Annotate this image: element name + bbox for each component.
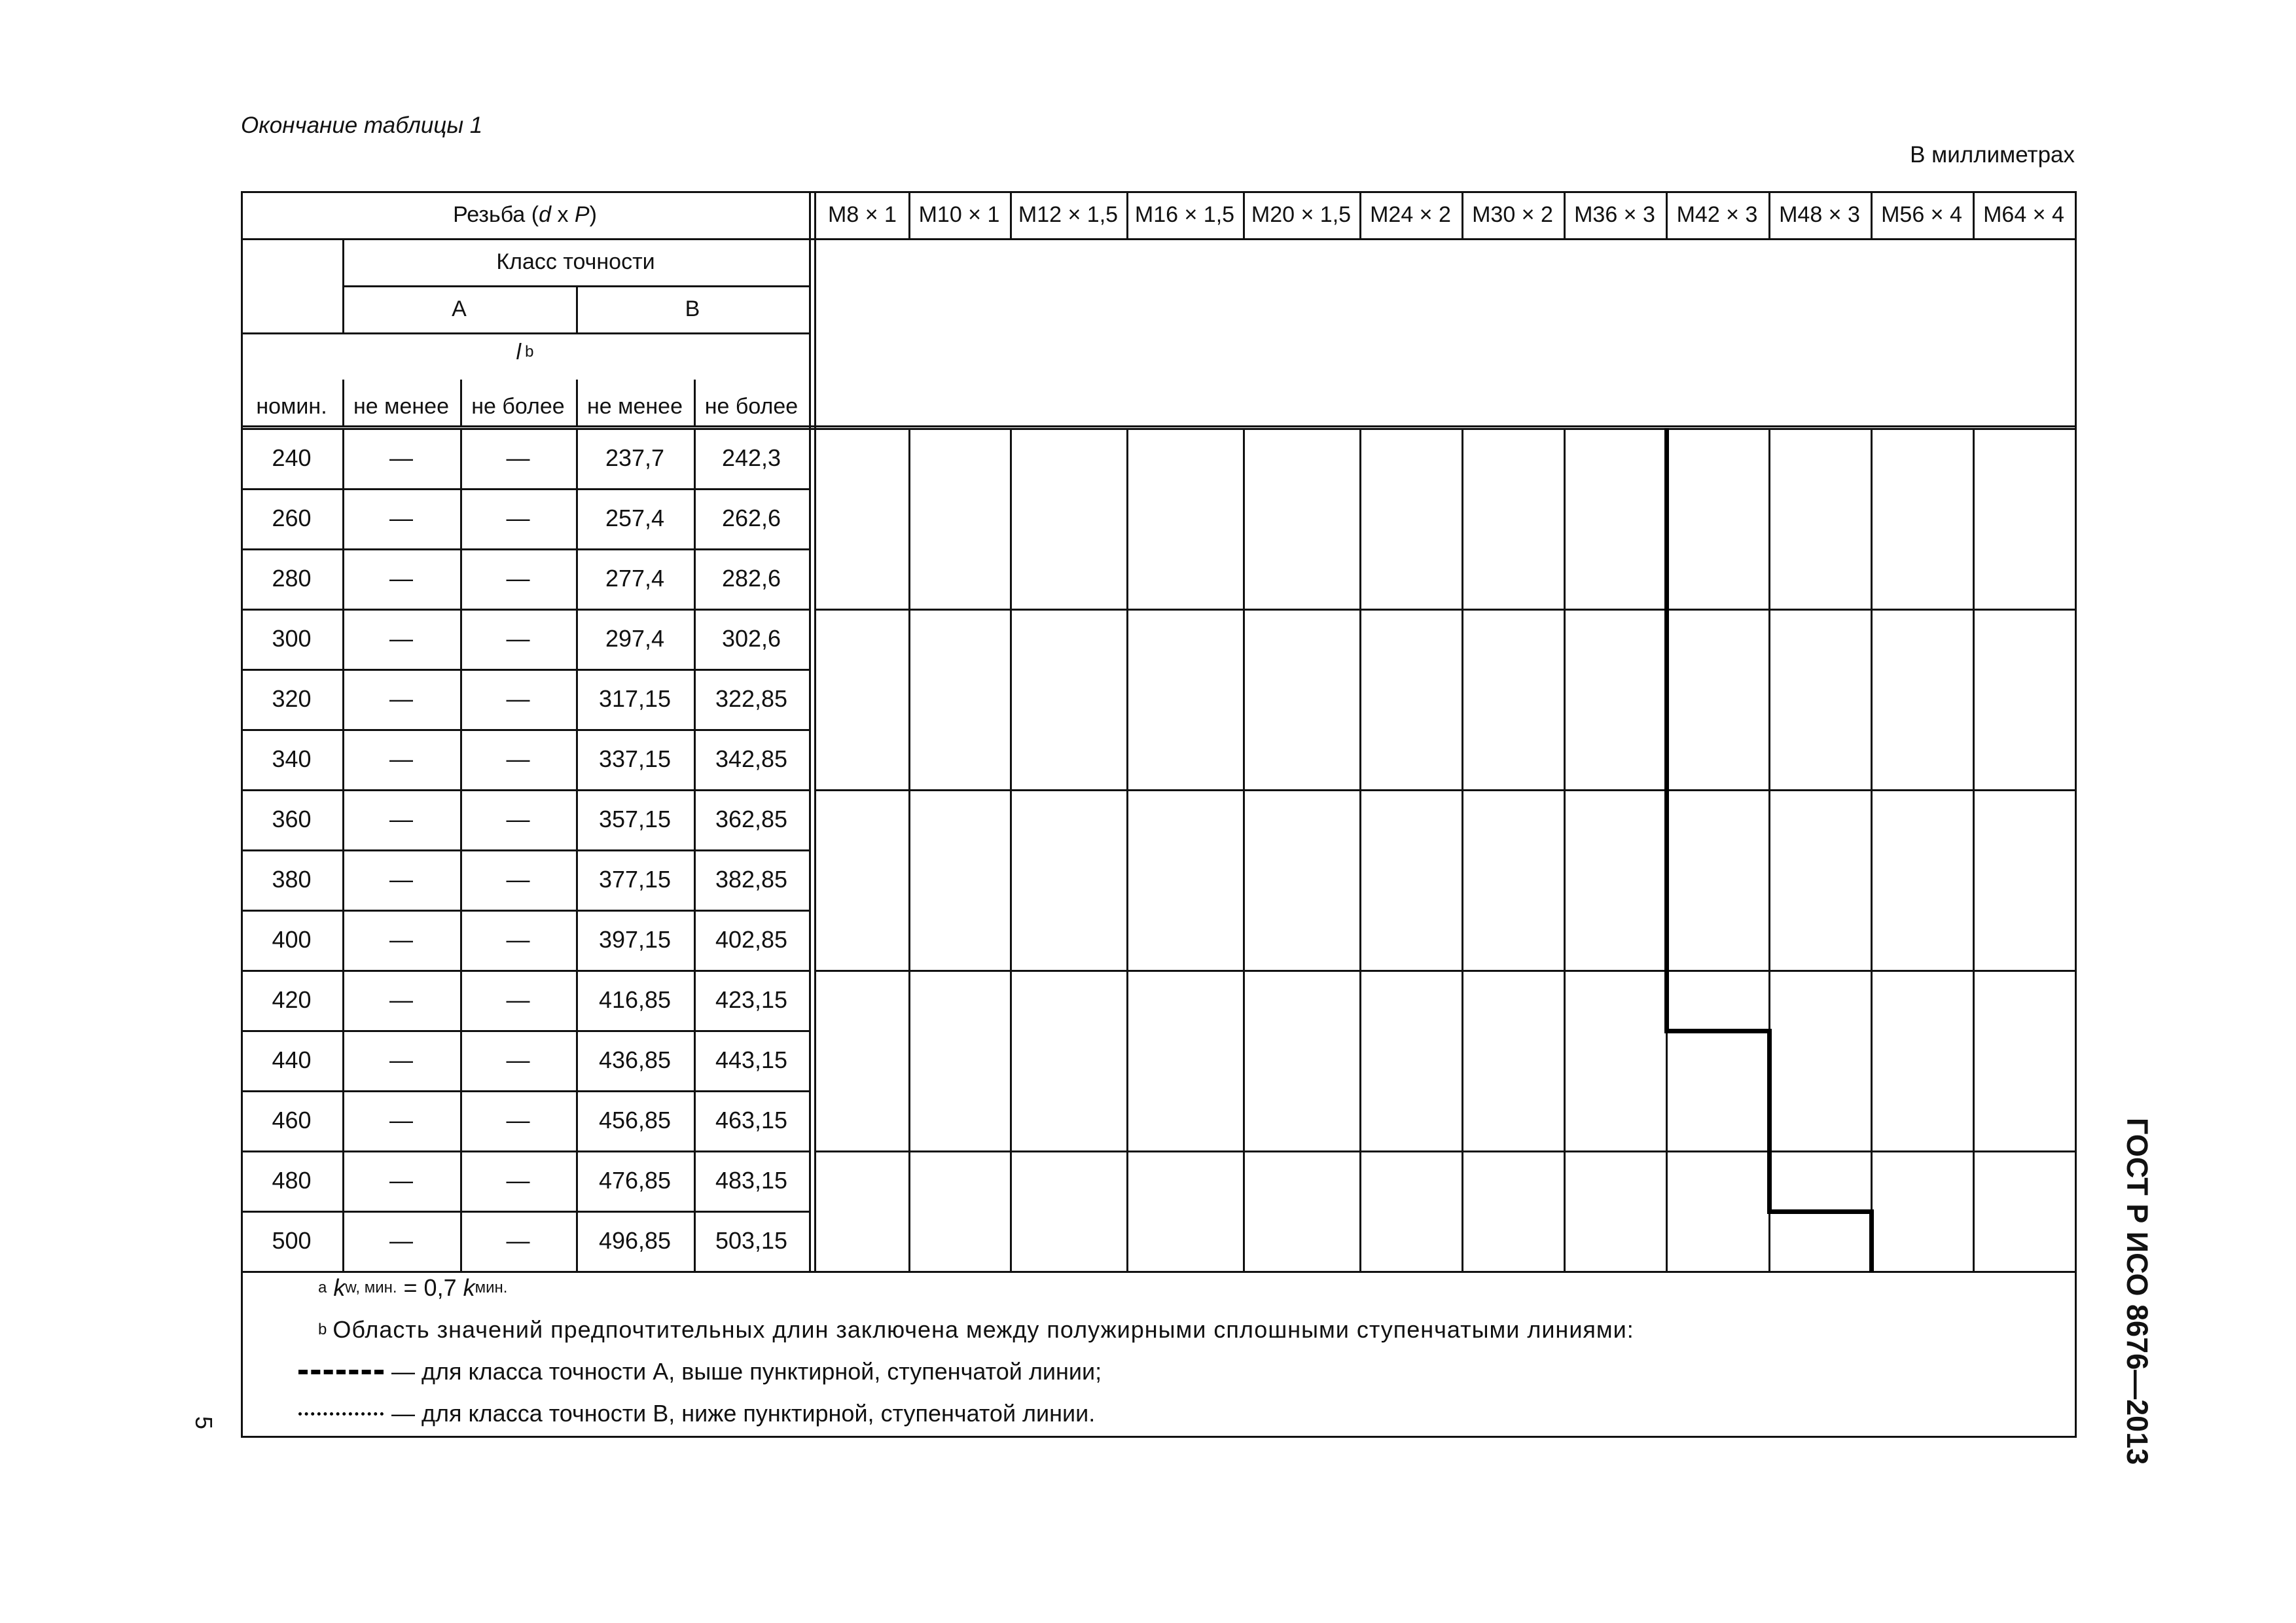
row-line xyxy=(241,789,809,791)
thread-column-line xyxy=(1359,428,1361,1271)
row-line xyxy=(241,910,809,912)
column-line xyxy=(694,428,696,1271)
table-cell-b-max: 342,85 xyxy=(715,745,788,772)
table-cell-nom: 460 xyxy=(272,1107,312,1133)
table-cell-nom: 380 xyxy=(272,866,312,893)
row-group-line xyxy=(814,970,2075,972)
footnote-a-k2: k xyxy=(463,1274,475,1301)
table-cell-a-min: — xyxy=(389,625,413,652)
thread-size-header: M36 × 3 xyxy=(1574,202,1655,227)
bold-step-line xyxy=(1869,1209,1874,1272)
thread-size-header: M24 × 2 xyxy=(1370,202,1451,227)
nominal-header: номин. xyxy=(256,394,327,419)
footnote-a-k-sub: w, мин. xyxy=(345,1279,397,1296)
table-cell-b-min: 377,15 xyxy=(598,866,672,893)
thread-header-part: Резьба ( xyxy=(453,202,539,227)
table-cell-nom: 420 xyxy=(272,986,312,1013)
row-line xyxy=(241,1030,809,1032)
table-cell-b-max: 463,15 xyxy=(715,1107,788,1133)
thread-column-line xyxy=(1126,428,1128,1271)
table-cell-b-min: 297,4 xyxy=(605,625,665,652)
row-group-line xyxy=(814,609,2075,611)
table-cell-a-max: — xyxy=(506,1046,530,1073)
table-cell-b-max: 503,15 xyxy=(715,1227,788,1254)
table-cell-a-min: — xyxy=(389,444,413,471)
table-cell-b-max: 483,15 xyxy=(715,1167,788,1194)
thread-size-header: M16 × 1,5 xyxy=(1134,202,1235,227)
thread-length-table xyxy=(241,191,2075,1436)
page-number: 5 xyxy=(190,1416,217,1430)
table-cell-a-max: — xyxy=(506,685,530,712)
units-label: В миллиметрах xyxy=(1910,142,2075,168)
table-cell-a-max: — xyxy=(506,1107,530,1133)
column-line xyxy=(576,428,578,1271)
row-line xyxy=(241,970,809,972)
table-footnotes xyxy=(241,1267,2075,1435)
column-line xyxy=(342,428,344,1271)
dashed-line-icon xyxy=(298,1370,384,1374)
header-line xyxy=(576,285,578,332)
table-cell-b-min: 277,4 xyxy=(605,565,665,592)
header-line xyxy=(241,332,809,334)
thread-size-header: M10 × 1 xyxy=(918,202,1000,227)
bold-step-line xyxy=(1664,1029,1772,1033)
table-cell-a-min: — xyxy=(389,1167,413,1194)
block-separator xyxy=(809,191,811,1272)
footnote-b-marker: b xyxy=(318,1321,328,1338)
dotted-line-icon xyxy=(298,1412,384,1416)
row-line xyxy=(241,849,809,851)
thread-size-header: M64 × 4 xyxy=(1983,202,2064,227)
thread-column-line xyxy=(1462,428,1463,1271)
table-cell-b-max: 242,3 xyxy=(721,444,781,471)
table-cell-b-min: 317,15 xyxy=(598,685,672,712)
length-footnote-mark: b xyxy=(525,343,534,361)
row-line xyxy=(241,548,809,550)
row-line xyxy=(241,669,809,671)
table-cell-a-min: — xyxy=(389,926,413,953)
table-cell-b-max: 262,6 xyxy=(721,505,781,531)
table-cell-a-min: — xyxy=(389,685,413,712)
accuracy-class-header: Класс точности xyxy=(496,249,655,274)
table-cell-a-min: — xyxy=(389,505,413,531)
table-cell-nom: 400 xyxy=(272,926,312,953)
header-line xyxy=(694,380,696,427)
table-cell-b-min: 476,85 xyxy=(598,1167,672,1194)
footnote-a-k: k xyxy=(333,1274,346,1301)
table-cell-b-max: 382,85 xyxy=(715,866,788,893)
table-cell-b-min: 436,85 xyxy=(598,1046,672,1073)
table-border-right xyxy=(2075,191,2077,1436)
table-cell-nom: 440 xyxy=(272,1046,312,1073)
row-group-line xyxy=(814,789,2075,791)
table-cell-b-min: 456,85 xyxy=(598,1107,672,1133)
thread-size-header: M56 × 4 xyxy=(1881,202,1962,227)
table-cell-b-max: 302,6 xyxy=(721,625,781,652)
table-cell-b-min: 337,15 xyxy=(598,745,672,772)
thread-size-header: M42 × 3 xyxy=(1676,202,1758,227)
footnote-a xyxy=(241,1267,2075,1309)
thread-header-part: d xyxy=(539,202,552,227)
legend-class-b-text: — для класса точности B, ниже пунктирной, ступенчатой линии. xyxy=(391,1400,1096,1427)
table-cell-a-max: — xyxy=(506,565,530,592)
table-cell-a-max: — xyxy=(506,806,530,832)
footnote-b-text: Область значений предпочтительных длин заключена между полужирными сплошными ступенчатыми линиями: xyxy=(332,1316,1634,1343)
table-cell-b-min: 496,85 xyxy=(598,1227,672,1254)
table-cell-a-min: — xyxy=(389,866,413,893)
class-b-min-header: не менее xyxy=(586,394,683,419)
table-cell-b-max: 322,85 xyxy=(715,685,788,712)
column-line xyxy=(460,428,462,1271)
class-b-header: B xyxy=(685,296,700,321)
table-cell-a-max: — xyxy=(506,745,530,772)
table-cell-a-max: — xyxy=(506,625,530,652)
table-cell-nom: 360 xyxy=(272,806,312,832)
thread-header-part: x xyxy=(551,202,575,227)
table-cell-a-max: — xyxy=(506,926,530,953)
row-line xyxy=(241,729,809,731)
thread-header-part: ) xyxy=(589,202,597,227)
length-header xyxy=(241,332,809,372)
table-cell-nom: 260 xyxy=(272,505,312,531)
footnote-a-marker: a xyxy=(318,1279,327,1296)
header-line xyxy=(460,380,462,427)
table-cell-a-max: — xyxy=(506,1227,530,1254)
table-cell-nom: 280 xyxy=(272,565,312,592)
table-cell-nom: 320 xyxy=(272,685,312,712)
table-cell-a-min: — xyxy=(389,986,413,1013)
thread-column-line xyxy=(1564,428,1566,1271)
table-border-bottom xyxy=(241,1436,2077,1438)
block-separator xyxy=(814,191,816,1272)
row-group-line xyxy=(814,1150,2075,1152)
header-bottom-line xyxy=(241,425,2075,427)
table-cell-a-min: — xyxy=(389,1107,413,1133)
table-cell-a-min: — xyxy=(389,1227,413,1254)
class-a-min-header: не менее xyxy=(353,394,449,419)
table-cell-nom: 500 xyxy=(272,1227,312,1254)
table-cell-b-max: 362,85 xyxy=(715,806,788,832)
thread-column-line xyxy=(908,428,910,1271)
header-line xyxy=(342,380,344,427)
thread-size-header: M20 × 1,5 xyxy=(1251,202,1352,227)
table-cell-nom: 300 xyxy=(272,625,312,652)
thread-size-header: M8 × 1 xyxy=(828,202,897,227)
thread-size-header: M30 × 2 xyxy=(1472,202,1553,227)
footnote-a-k2-sub: мин. xyxy=(475,1279,508,1296)
length-symbol: l xyxy=(516,340,522,365)
row-line xyxy=(241,1211,809,1213)
table-cell-b-min: 257,4 xyxy=(605,505,665,531)
table-cell-a-max: — xyxy=(506,986,530,1013)
row-line xyxy=(241,1150,809,1152)
table-cell-a-min: — xyxy=(389,1046,413,1073)
class-b-max-header: не более xyxy=(704,394,798,419)
bold-step-line xyxy=(1767,1209,1874,1214)
thread-size-header: M12 × 1,5 xyxy=(1018,202,1119,227)
table-cell-b-max: 282,6 xyxy=(721,565,781,592)
footnote-a-equals: = 0,7 xyxy=(397,1274,463,1301)
thread-column-line xyxy=(1010,428,1012,1271)
document-code: ГОСТ Р ИСО 8676—2013 xyxy=(2121,1118,2154,1465)
legend-class-a xyxy=(241,1351,2075,1393)
thread-header-part: P xyxy=(574,202,590,227)
table-cell-a-max: — xyxy=(506,866,530,893)
table-cell-nom: 240 xyxy=(272,444,312,471)
bold-step-line xyxy=(1767,1029,1772,1212)
table-cell-b-max: 402,85 xyxy=(715,926,788,953)
class-a-header: A xyxy=(452,296,467,321)
table-cell-b-min: 416,85 xyxy=(598,986,672,1013)
table-cell-b-min: 357,15 xyxy=(598,806,672,832)
table-cell-b-min: 397,15 xyxy=(598,926,672,953)
table-cell-a-min: — xyxy=(389,565,413,592)
footnote-b xyxy=(241,1309,2075,1351)
table-cell-b-max: 443,15 xyxy=(715,1046,788,1073)
legend-class-b xyxy=(241,1393,2075,1435)
thread-header-text xyxy=(453,204,597,226)
table-cell-a-min: — xyxy=(389,806,413,832)
thread-header xyxy=(241,191,809,238)
thread-column-line xyxy=(1973,428,1975,1271)
row-line xyxy=(241,609,809,611)
table-cell-nom: 480 xyxy=(272,1167,312,1194)
row-line xyxy=(241,488,809,490)
table-caption: Окончание таблицы 1 xyxy=(241,113,483,138)
table-cell-b-min: 237,7 xyxy=(605,444,665,471)
thread-column-line xyxy=(1871,428,1873,1271)
table-cell-nom: 340 xyxy=(272,745,312,772)
table-cell-b-max: 423,15 xyxy=(715,986,788,1013)
class-a-max-header: не более xyxy=(471,394,565,419)
bold-step-line xyxy=(1664,428,1669,1031)
header-line xyxy=(342,238,344,332)
thread-column-line xyxy=(1243,428,1245,1271)
table-cell-a-max: — xyxy=(506,505,530,531)
table-cell-a-min: — xyxy=(389,745,413,772)
header-line xyxy=(576,380,578,427)
legend-class-a-text: — для класса точности A, выше пунктирной, ступенчатой линии; xyxy=(391,1358,1102,1385)
table-cell-a-max: — xyxy=(506,444,530,471)
table-cell-a-max: — xyxy=(506,1167,530,1194)
row-line xyxy=(241,1090,809,1092)
header-line xyxy=(241,238,2075,240)
thread-size-header: M48 × 3 xyxy=(1779,202,1860,227)
